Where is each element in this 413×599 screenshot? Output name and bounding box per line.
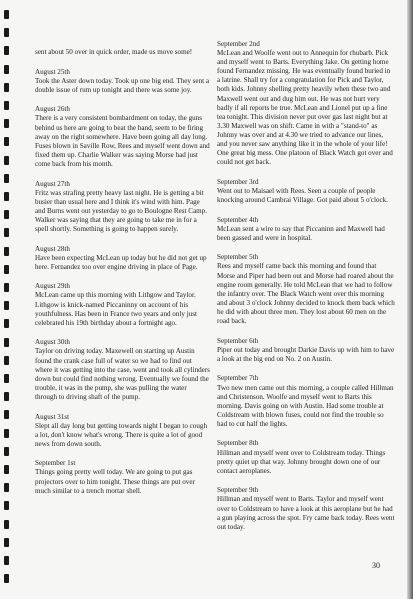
diary-entry (217, 486, 395, 531)
diary-entry (35, 459, 210, 495)
diary-entry (217, 439, 395, 475)
binding-holes (4, 10, 10, 595)
binding-hole (4, 137, 9, 146)
binding-hole (4, 101, 9, 110)
entry-text: There is a very consistent bombardment on today, the guns behind us here are going to beat the band, seem to be firing away on the right somewhere. Have been going all day long. Fuses blown in Saville Row, Rees and myself went down and fixed them up. Charlie Walker was saying Morse had just come back from his month. (35, 114, 210, 168)
binding-hole (4, 46, 9, 55)
entry-date: September 1st (35, 459, 76, 468)
entry-text: sent about 50 over in quick order, made us move some! (35, 48, 193, 56)
page-edge-shadow (407, 0, 413, 599)
binding-hole (4, 83, 9, 92)
entry-date: September 9th (217, 486, 259, 495)
entry-text: Took the Aster down today. Took up one big end. They sent a double issue of rum up tonight and there was some joy. (35, 76, 210, 94)
entry-date: September 5th (217, 253, 259, 262)
diary-entry (217, 40, 395, 167)
diary-entry (35, 105, 210, 169)
binding-hole (4, 65, 9, 74)
binding-hole (4, 192, 9, 201)
entry-date: September 2nd (217, 40, 260, 48)
diary-entry (35, 413, 210, 449)
binding-hole (4, 538, 9, 547)
binding-hole (4, 338, 9, 347)
binding-hole (4, 556, 9, 565)
binding-hole (4, 501, 9, 510)
binding-hole (4, 447, 9, 456)
entry-text: Rees and myself came back this morning and found that Morse and Piper had been out and Morse had roared about the engine room generally. He told McLean that we had to follow the infantry over. The Black Watch went over this morning and about 3 o'clock Johnny decided to knock them back which he did with about three men. They lost about 60 men on the road back. (217, 262, 395, 326)
binding-hole (4, 265, 9, 274)
entry-text: Things going pretty well today. We are going to put gas projectors over to him tonight. These things are put over much similar to a trench mortar shell. (35, 468, 195, 495)
entry-text: McLean sent a wire to say that Piccaninn and Maxwell had been gassed and were in hospital. (217, 224, 385, 242)
entry-date: August 26th (35, 105, 70, 114)
entry-text: Two new men came out this morning, a couple called Hillman and Christenson. Woolfe and myself went to Barts this morning. Davis going on with Austin. Had some trouble at Coldstream with blown fuses, could not find the trouble so had to cut half the lights. (217, 383, 394, 428)
entry-date: August 27th (35, 179, 70, 188)
diary-entry (217, 253, 395, 326)
entry-date: September 3rd (217, 177, 259, 186)
left-column (35, 40, 210, 506)
diary-entry (35, 180, 210, 235)
entry-date: August 25th (35, 67, 70, 76)
diary-entry (217, 216, 395, 243)
entry-text: Hillman and myself went to Barts. Taylor and myself went over to Coldstream to have a look at this aeroplane but he had a gun playing across the spot. Fry came back today. Rees went out today. (217, 495, 395, 531)
binding-hole (4, 520, 9, 529)
diary-entry (35, 282, 210, 327)
binding-hole (4, 174, 9, 183)
binding-hole (4, 228, 9, 237)
binding-hole (4, 10, 9, 19)
binding-hole (4, 283, 9, 292)
diary-entry (35, 338, 210, 402)
entry-text: Piper out today and brought Darkie Davis up with him to have a look at the big end on No. 2 on Austin. (217, 345, 395, 363)
binding-hole (4, 410, 9, 419)
binding-hole (4, 301, 9, 310)
entry-text: Taylor on driving today. Maxewell on starting up Austin found the crank case full of water so we had to find out where it was getting into the case, went and took all cylinders down but could find nothing wrong. Eventually we found the trouble, it was in the pump, she was pulling the water through to driving shaft of the pump. (35, 347, 210, 401)
entry-text: Fritz was strafing pretty heavy last night. He is getting a bit busier than usual here and I think it's wind with him. Page and Burns went out yesterday to go to Boulogne Rest Camp. Walker was saying that they are going to take me in for a spell shortly. Something is going to happen surely. (35, 188, 208, 233)
diary-entry (35, 48, 210, 57)
entry-text: Slept all day long but getting towards night I began to cough a lot, don't know what's wrong. There is quite a lot of good news from down south. (35, 421, 207, 448)
entry-date: August 30th (35, 338, 70, 347)
entry-date: September 6th (217, 336, 259, 345)
binding-hole (4, 356, 9, 365)
binding-hole (4, 28, 9, 37)
entry-text: McLean and Woolfe went out to Annequin for rhubarb. Pick and myself went to Barts. Everything Jake. On getting home found Fernandez missing. He was eventually found buried in a latrine. Shall try for a congratulation for Pick and Taylor, both kids. Johnny shelling pretty heavily when these two and Maxwell went out and dug him out. He was not hurt very badly if all reports be true. McLean and Lionel put up a fine tea tonight. This division never put over gas last night but at 3.30 Maxwell was on shift. Came in with a "stand-to" as Johnny was over and at 4.30 we tried to advance our lines, and you never saw anything like it in the whole of your life! One great big mess. One platoon of Black Watch got over and could not get back. (217, 49, 393, 167)
entry-date: September 4th (217, 215, 259, 224)
diary-entry (217, 178, 395, 205)
binding-hole (4, 247, 9, 256)
binding-hole (4, 374, 9, 383)
binding-hole (4, 319, 9, 328)
binding-hole (4, 429, 9, 438)
entry-date: August 29th (35, 282, 70, 291)
diary-entry (35, 245, 210, 272)
entry-date: August 31st (35, 412, 70, 421)
diary-entry (217, 337, 395, 364)
right-column (217, 40, 395, 542)
diary-entry (35, 68, 210, 95)
binding-hole (4, 465, 9, 474)
diary-entry (217, 374, 395, 429)
binding-hole (4, 392, 9, 401)
binding-hole (4, 156, 9, 165)
entry-text: Have been expecting McLean up today but he did not get up here. Fernandez too over engine driving in place of Page. (35, 253, 207, 271)
binding-hole (4, 483, 9, 492)
page-number: 30 (372, 561, 380, 570)
entry-date: September 7th (217, 374, 259, 383)
entry-date: August 28th (35, 244, 70, 253)
entry-date: September 8th (217, 439, 259, 448)
entry-text: Went out to Maisael with Rees. Seen a couple of people knocking around Cambrai Village. Got paid about 5 o'clock. (217, 186, 388, 204)
binding-hole (4, 574, 9, 583)
binding-hole (4, 210, 9, 219)
binding-hole (4, 119, 9, 128)
entry-text: McLean came up this morning with Lithgow and Taylor. Lithgow is knick-named Piccaninny on account of his youthfulness. Has been in France two years and only just celebrated his 19th birthday about a fortnight ago. (35, 291, 197, 327)
entry-text: Hillman and myself went over to Coldstream today. Things pretty quiet up that way. Johnny brought down one of our contact aeroplanes. (217, 448, 386, 475)
